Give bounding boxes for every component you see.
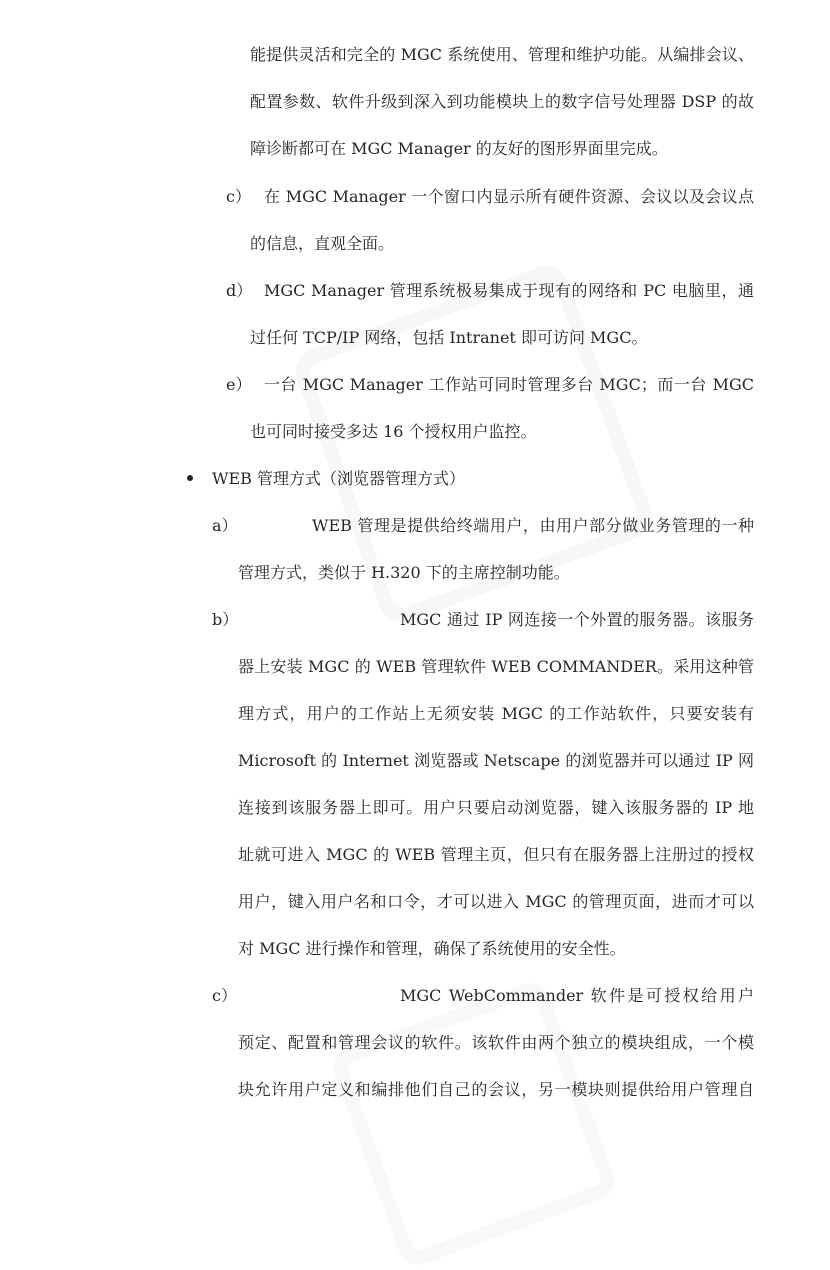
- text-line: 的信息，直观全面。: [250, 234, 395, 253]
- text-line: 能提供灵活和完全的 MGC 系统使用、管理和维护功能。从编排会议、: [250, 45, 754, 64]
- text-line: 连接到该服务器上即可。用户只要启动浏览器，键入该服务器的 IP 地: [238, 798, 754, 817]
- text-line: 用户，键入用户名和口令，才可以进入 MGC 的管理页面，进而才可以: [238, 892, 754, 911]
- text-line: 障诊断都可在 MGC Manager 的友好的图形界面里完成。: [250, 139, 668, 158]
- list-marker: a）: [212, 516, 238, 535]
- text-line: 也可同时接受多达 16 个授权用户监控。: [250, 422, 537, 441]
- text-line: 一台 MGC Manager 工作站可同时管理多台 MGC；而一台 MGC: [264, 375, 754, 394]
- list-marker: c）: [226, 187, 251, 206]
- list-marker: d）: [226, 281, 253, 300]
- watermark-shape: [328, 978, 620, 1270]
- text-line: Microsoft 的 Internet 浏览器或 Netscape 的浏览器并可以通过 IP 网: [238, 751, 754, 770]
- list-marker: b）: [212, 610, 239, 629]
- text-line: 对 MGC 进行操作和管理，确保了系统使用的安全性。: [238, 939, 626, 958]
- list-marker: e）: [226, 375, 252, 394]
- text-line: 过任何 TCP/IP 网络，包括 Intranet 即可访问 MGC。: [250, 328, 648, 347]
- bullet-icon: [187, 475, 193, 481]
- text-line: 在 MGC Manager 一个窗口内显示所有硬件资源、会议以及会议点: [264, 187, 754, 206]
- section-heading: WEB 管理方式（浏览器管理方式）: [212, 469, 465, 488]
- text-line: 预定、配置和管理会议的软件。该软件由两个独立的模块组成，一个模: [238, 1033, 754, 1052]
- text-line: 管理方式，类似于 H.320 下的主席控制功能。: [238, 563, 570, 582]
- text-line: MGC Manager 管理系统极易集成于现有的网络和 PC 电脑里，通: [264, 281, 754, 300]
- list-marker: c）: [212, 986, 237, 1005]
- text-line: 址就可进入 MGC 的 WEB 管理主页，但只有在服务器上注册过的授权: [238, 845, 754, 864]
- text-line: 器上安装 MGC 的 WEB 管理软件 WEB COMMANDER。采用这种管: [238, 657, 754, 676]
- text-line: 理方式，用户的工作站上无须安装 MGC 的工作站软件，只要安装有: [238, 704, 754, 723]
- text-line: 配置参数、软件升级到深入到功能模块上的数字信号处理器 DSP 的故: [250, 92, 754, 111]
- text-line: MGC WebCommander 软件是可授权给用户: [400, 986, 754, 1005]
- text-line: MGC 通过 IP 网连接一个外置的服务器。该服务: [400, 610, 754, 629]
- text-line: WEB 管理是提供给终端用户，由用户部分做业务管理的一种: [312, 516, 754, 535]
- text-line: 块允许用户定义和编排他们自己的会议，另一模块则提供给用户管理自: [238, 1080, 754, 1099]
